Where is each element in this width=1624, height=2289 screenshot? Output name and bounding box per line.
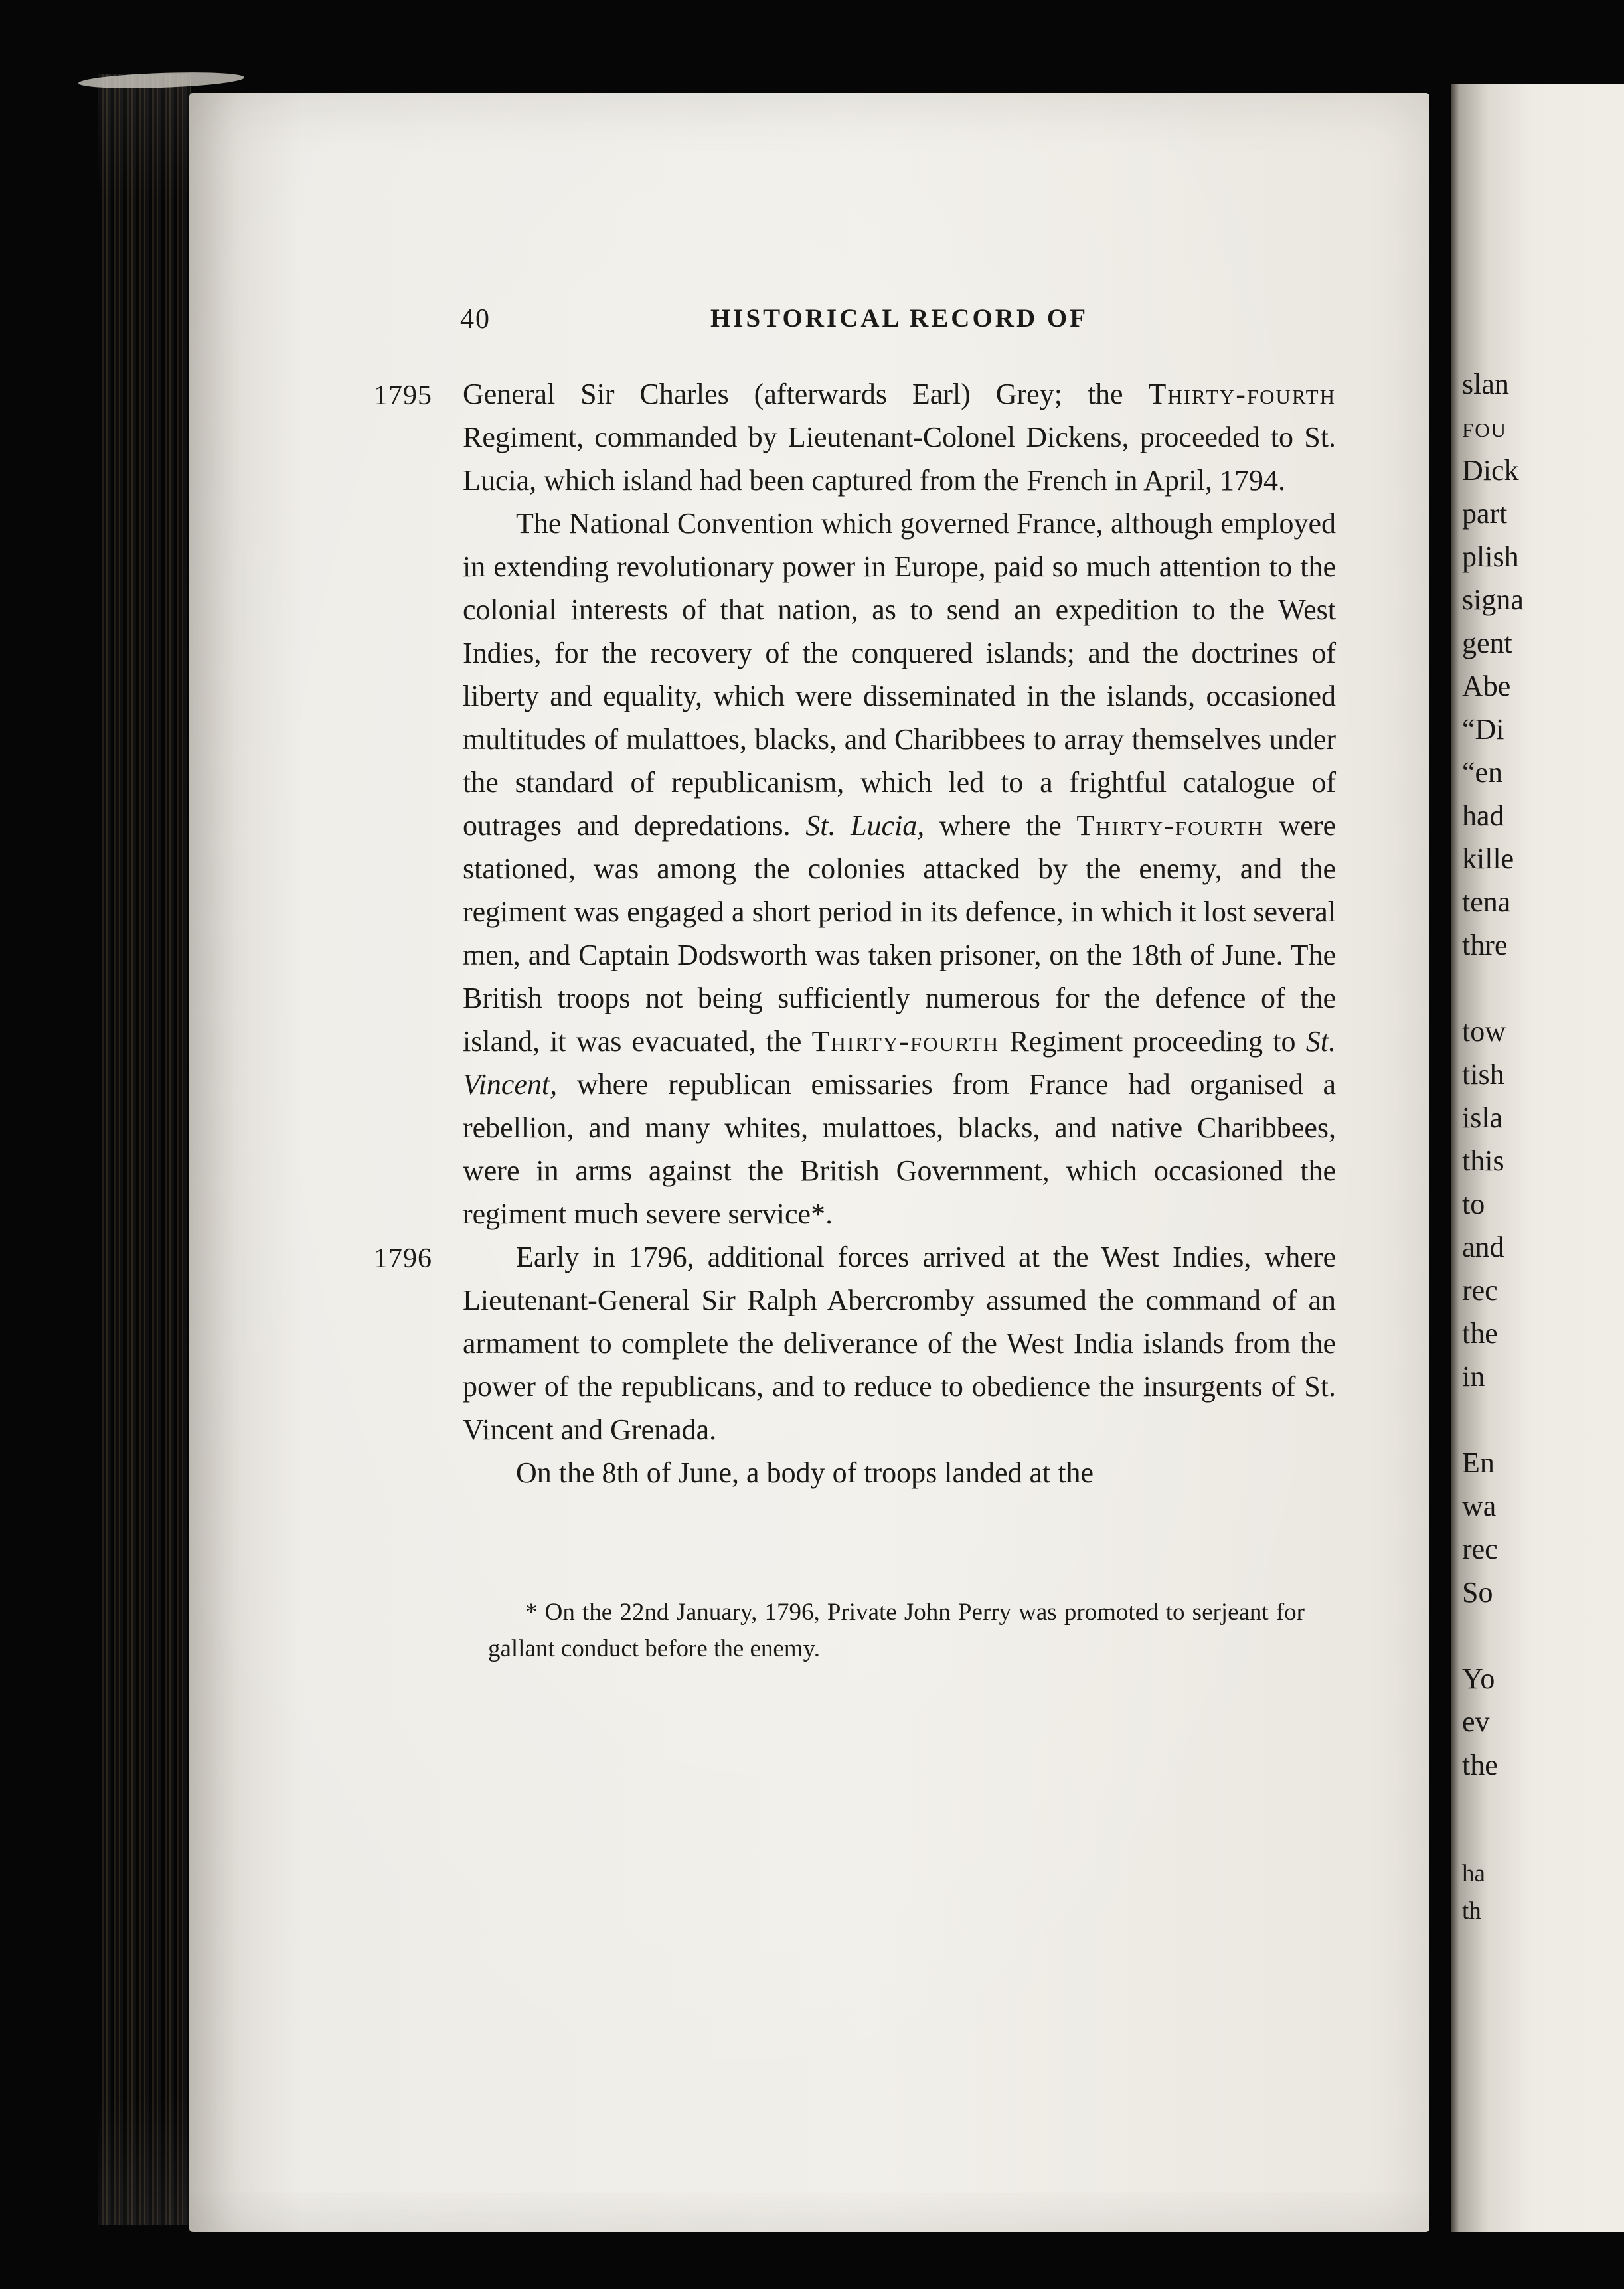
text-segment: Regiment, commanded by Lieutenant-Colonel Dickens, proceeded to St. Lucia, which island had been captured from the French in April, 1794. [463, 421, 1336, 497]
facing-page-text-fragment: gent [1462, 627, 1512, 659]
facing-page-text-fragment: and [1462, 1231, 1504, 1263]
text-segment: St. Vincent, [463, 1025, 1336, 1101]
text-segment: St. Lucia, [805, 809, 925, 842]
facing-page-body-fragments [1462, 362, 1524, 1786]
paragraph [374, 372, 1336, 502]
text-segment: where the [924, 809, 1077, 842]
page-number: 40 [460, 304, 491, 335]
book-spine-page-edges [98, 74, 191, 2225]
paragraph [463, 502, 1336, 1235]
facing-page-text-fragment: fou [1462, 411, 1508, 443]
facing-page-footnote-fragments [1462, 1855, 1524, 1930]
text-segment: Thirty-fourth [811, 1025, 1000, 1058]
facing-page-text-fragment: Dick [1462, 454, 1519, 487]
facing-page-text-fragment: So [1462, 1576, 1493, 1609]
facing-page-text-fragment: had [1462, 799, 1504, 832]
text-segment: Regiment proceeding to [999, 1025, 1306, 1058]
facing-page-text-fragment: plish [1462, 540, 1519, 573]
facing-page-text-fragment [1462, 1398, 1524, 1441]
page-text-area [374, 295, 1336, 1692]
facing-page-sliver [1451, 84, 1624, 2232]
paragraphs [374, 372, 1336, 1494]
main-scanned-page [189, 93, 1429, 2232]
year-marker: 1795 [374, 380, 432, 411]
text-segment: General Sir Charles (afterwards Earl) Grey; the [463, 378, 1149, 410]
facing-page-text-fragment: to [1462, 1188, 1485, 1220]
facing-page-text-fragment: En [1462, 1447, 1495, 1479]
facing-page-text-fragment: isla [1462, 1101, 1503, 1134]
facing-page-text-fragment: thre [1462, 929, 1508, 961]
facing-page-text-fragment: kille [1462, 842, 1514, 875]
text-segment: Early in 1796, additional forces arrived at the West Indies, where Lieutenant-General Sir Ralph Abercromby assumed the command of an armament to complete the deliverance of the West India islands from the power of the republicans, and to reduce to obedience the insurgents of St. Vincent and Grenada. [463, 1241, 1336, 1446]
facing-page-text-fragment: rec [1462, 1274, 1498, 1306]
running-header: HISTORICAL RECORD OF [710, 304, 1089, 333]
facing-page-text-fragment: slan [1462, 368, 1509, 400]
text-segment: The National Convention which governed France, although employed in extending revolutionary power in Europe, paid so much attention to the colonial interests of that nation, as to send an expedition to the West Indies, for the recovery of the conquered islands; and the doctrines of liberty and equality, which were disseminated in the islands, occasioned multitudes of mulattoes, blacks, and Charibbees to array themselves under the standard of republicanism, which led to a frightful catalogue of outrages and depredations. [463, 507, 1336, 842]
facing-page-text-fragment: the [1462, 1317, 1498, 1350]
paragraph [463, 1451, 1336, 1494]
facing-page-text-fragment: Yo [1462, 1662, 1495, 1695]
facing-page-text-fragment: this [1462, 1144, 1504, 1177]
text-segment: were stationed, was among the colonies attacked by the enemy, and the regiment was engaged a short period in its defence, in which it lost several men, and Captain Dodsworth was taken prisoner, on the 18th of June. The British troops not being sufficiently numerous for the defence of the island, it was evacuated, the [463, 809, 1336, 1058]
footnote: * On the 22nd January, 1796, Private John Perry was promoted to serjeant for gallant conduct before the enemy. [488, 1599, 1305, 1662]
page-header-row [460, 295, 1336, 335]
facing-page-text-fragment: in [1462, 1360, 1485, 1393]
text-segment: where republican emissaries from France had organised a rebellion, and many whites, mulattoes, blacks, and native Charibbees, were in arms against the British Government, which occasioned the regiment much severe service*. [463, 1068, 1336, 1230]
paragraph [374, 1235, 1336, 1451]
text-segment: Thirty-fourth [1148, 378, 1336, 410]
facing-page-text-fragment: the [1462, 1749, 1498, 1781]
facing-page-text-fragment: part [1462, 497, 1508, 530]
facing-page-text-fragment: “Di [1462, 713, 1504, 746]
facing-page-text-fragment: th [1462, 1897, 1481, 1925]
page-edge-highlight [78, 70, 245, 91]
year-marker: 1796 [374, 1243, 432, 1274]
text-segment: On the 8th of June, a body of troops landed at the [516, 1457, 1094, 1489]
facing-page-text-fragment: wa [1462, 1490, 1497, 1522]
facing-page-text-fragment: tish [1462, 1058, 1504, 1091]
facing-page-text-column [1462, 362, 1524, 1930]
facing-page-text-fragment: Abe [1462, 670, 1511, 702]
facing-page-text-fragment [1462, 967, 1524, 1010]
facing-page-text-fragment: tow [1462, 1015, 1506, 1048]
facing-page-text-fragment: tena [1462, 886, 1511, 918]
text-segment: Thirty-fourth [1076, 809, 1264, 842]
facing-page-text-fragment: ha [1462, 1860, 1485, 1887]
facing-page-text-fragment [1462, 1614, 1524, 1657]
facing-page-text-fragment: “en [1462, 756, 1503, 789]
facing-page-text-fragment: ev [1462, 1705, 1490, 1738]
facing-page-text-fragment: rec [1462, 1533, 1498, 1565]
facing-page-text-fragment: signa [1462, 584, 1524, 616]
